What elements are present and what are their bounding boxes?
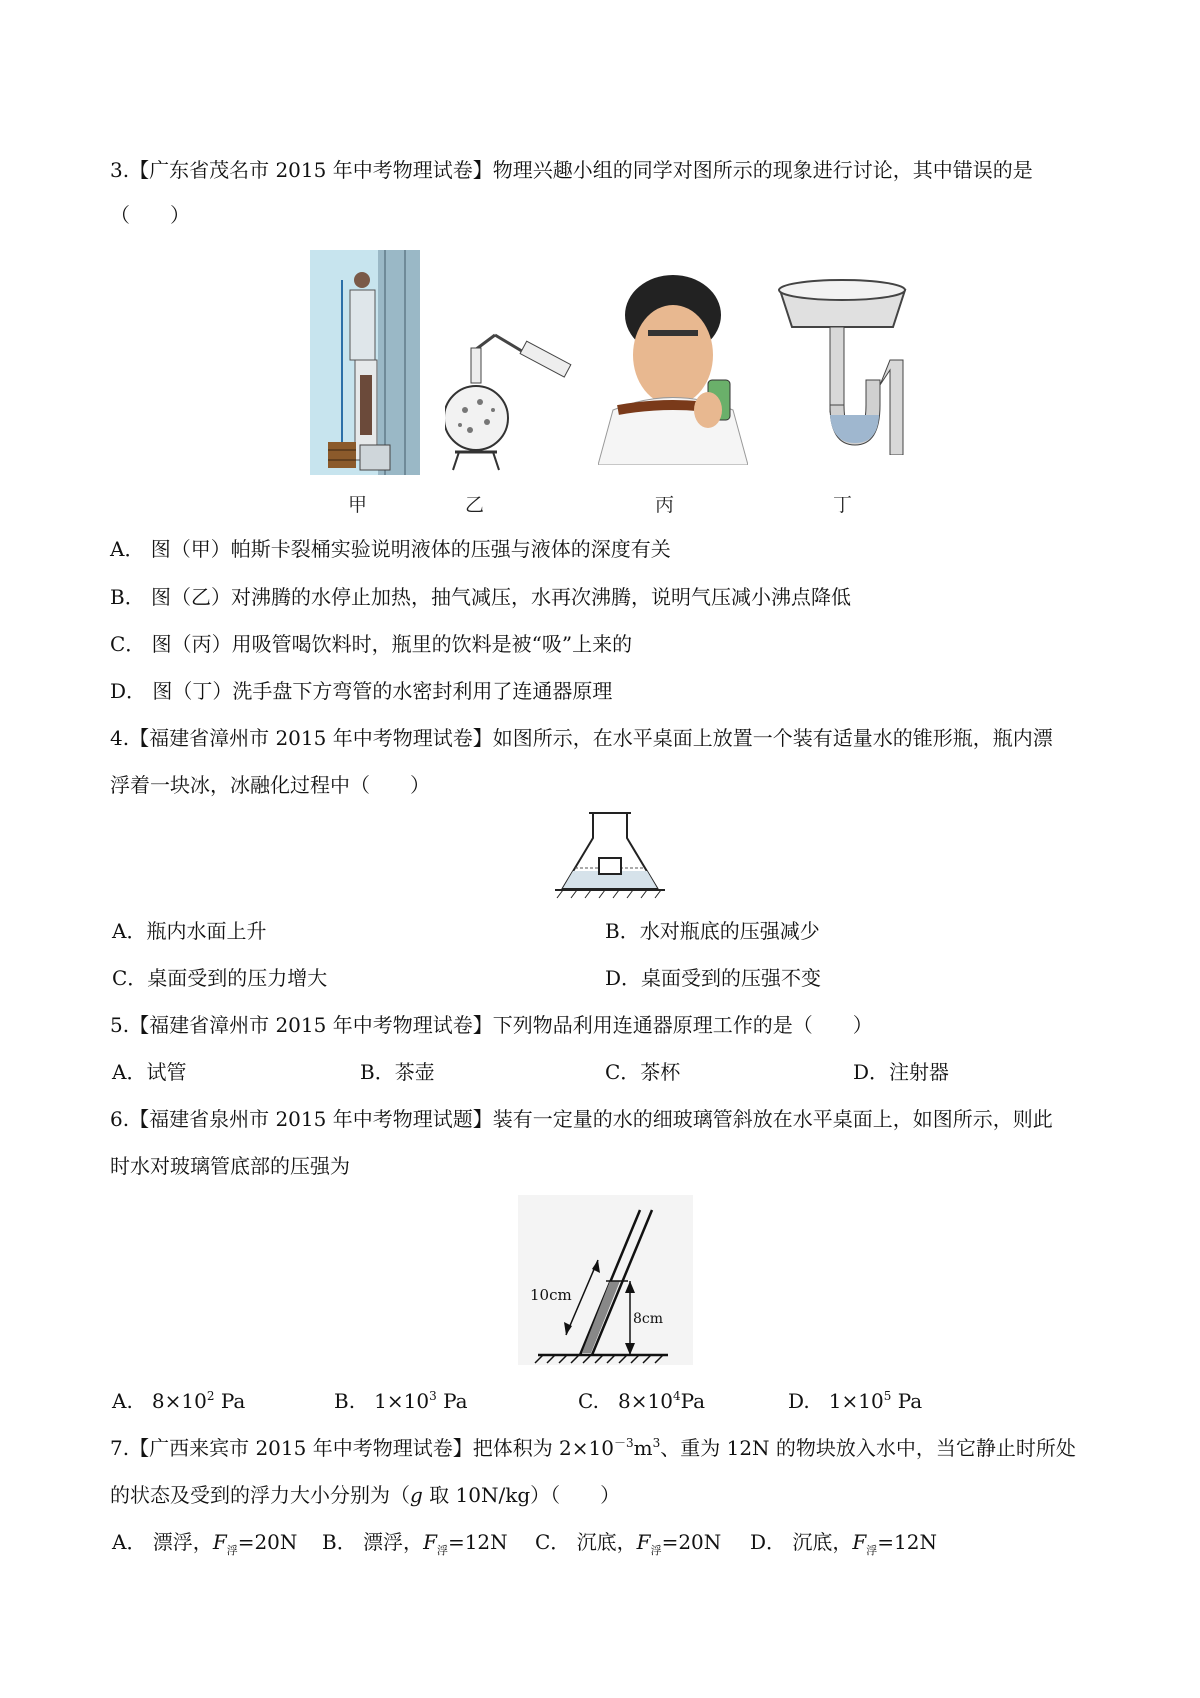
q7-line2-a: 的状态及受到的浮力大小分别为（ <box>110 1483 410 1507</box>
figure-bing-boy-with-straw <box>598 260 748 465</box>
q5-option-d: D．注射器 <box>853 1060 950 1084</box>
q7-option-d-pre: D． 沉底， <box>750 1530 853 1554</box>
q4-title-line1: 4.【福建省漳州市 2015 年中考物理试卷】如图所示，在水平桌面上放置一个装有适量水的锥形瓶，瓶内漂 <box>110 726 1053 750</box>
caption-jia: 甲 <box>348 494 368 516</box>
figure-label-height: 8cm <box>633 1311 664 1327</box>
q7-option-d <box>750 1529 937 1564</box>
figure-jia-pascal-barrel <box>310 250 420 475</box>
q7-option-d-f: F <box>852 1530 867 1554</box>
q7-option-a <box>112 1529 297 1564</box>
q7-exp1: －3 <box>613 1436 634 1450</box>
figure-label-length: 10cm <box>530 1286 572 1304</box>
q6-option-b-unit: Pa <box>443 1389 468 1413</box>
q4-option-d: D．桌面受到的压强不变 <box>605 966 822 990</box>
q6-option-b-exp: 3 <box>429 1389 437 1403</box>
caption-bing: 丙 <box>655 494 675 516</box>
q6-option-a-unit: Pa <box>220 1389 246 1413</box>
figure-yi-boiling-flask <box>445 330 580 475</box>
q6-option-a <box>112 1388 245 1414</box>
q5-title: 5.【福建省漳州市 2015 年中考物理试卷】下列物品利用连通器原理工作的是（ ） <box>110 1013 873 1037</box>
q3-option-b: B． 图（乙）对沸腾的水停止加热，抽气减压，水再次沸腾，说明气压减小沸点降低 <box>110 585 852 609</box>
q7-title-c: 、重为 12N 的物块放入水中，当它静止时所处 <box>660 1436 1076 1460</box>
q4-title-line2: 浮着一块冰，冰融化过程中（ ） <box>110 773 430 797</box>
q6-option-d-exp: 5 <box>883 1389 892 1403</box>
figure-ding-sink-trap <box>775 265 910 455</box>
q7-option-a-sub: 浮 <box>226 1544 238 1557</box>
q7-option-b-pre: B． 漂浮， <box>322 1530 424 1554</box>
q7-exp2: 3 <box>652 1436 661 1450</box>
q6-option-b <box>334 1388 468 1414</box>
q3-option-a: A． 图（甲）帕斯卡裂桶实验说明液体的压强与液体的深度有关 <box>110 537 671 561</box>
q7-option-b <box>322 1529 508 1564</box>
q6-option-c-letter: C. <box>578 1389 599 1413</box>
q7-option-d-val: =12N <box>877 1530 938 1554</box>
figure-inclined-tube <box>518 1195 693 1365</box>
q7-option-a-f: F <box>212 1530 227 1554</box>
q4-option-a: A．瓶内水面上升 <box>112 919 267 943</box>
q6-option-d-unit: Pa <box>897 1389 923 1413</box>
q3-option-c: C． 图（丙）用吸管喝饮料时，瓶里的饮料是被“吸”上来的 <box>110 632 633 656</box>
q5-option-b: B．茶壶 <box>360 1060 435 1084</box>
q6-option-d-base: 1×10 <box>828 1389 884 1413</box>
q3-option-d: D． 图（丁）洗手盘下方弯管的水密封利用了连通器原理 <box>110 679 613 703</box>
q5-option-c: C．茶杯 <box>605 1060 681 1084</box>
q6-option-c-exp: 4 <box>672 1389 681 1403</box>
q7-option-c <box>535 1529 721 1564</box>
q6-option-c-base: 8×10 <box>618 1389 673 1413</box>
q7-title-line2 <box>110 1482 620 1508</box>
caption-ding: 丁 <box>833 494 853 516</box>
q7-option-a-val: =20N <box>237 1530 298 1554</box>
q7-option-c-f: F <box>636 1530 651 1554</box>
q7-option-b-val: =12N <box>447 1530 508 1554</box>
q6-option-b-base: 1×10 <box>374 1389 430 1413</box>
q6-option-c <box>578 1388 705 1414</box>
q7-option-a-pre: A． 漂浮， <box>112 1530 213 1554</box>
q4-option-b: B．水对瓶底的压强减少 <box>605 919 820 943</box>
q6-option-a-base: 8×10 <box>151 1389 207 1413</box>
q6-option-b-letter: B. <box>334 1389 356 1413</box>
q6-option-d-letter: D. <box>788 1389 810 1413</box>
q5-option-a: A．试管 <box>112 1060 187 1084</box>
q7-line2-b: 取 10N/kg）（ ） <box>422 1483 621 1507</box>
q7-option-c-sub: 浮 <box>650 1544 662 1557</box>
q6-title-line2: 时水对玻璃管底部的压强为 <box>110 1154 350 1178</box>
q7-title-line1 <box>110 1435 1076 1461</box>
q7-option-c-pre: C． 沉底， <box>535 1530 637 1554</box>
q4-option-c: C．桌面受到的压力增大 <box>112 966 328 990</box>
q7-option-b-f: F <box>423 1530 437 1554</box>
caption-yi: 乙 <box>465 494 485 516</box>
q3-title: 3.【广东省茂名市 2015 年中考物理试卷】物理兴趣小组的同学对图所示的现象进行讨论，其中错误的是 <box>110 158 1033 182</box>
q7-option-b-sub: 浮 <box>436 1544 448 1557</box>
q7-title-b: m <box>633 1436 653 1460</box>
q3-paren: （ ） <box>110 203 190 227</box>
q6-option-c-unit: Pa <box>680 1389 706 1413</box>
figure-conical-flask-ice <box>555 808 665 900</box>
q7-option-d-sub: 浮 <box>866 1544 878 1557</box>
q6-option-a-letter: A. <box>112 1389 133 1413</box>
q7-line2-g: g <box>410 1483 423 1507</box>
q7-title-a: 7.【广西来宾市 2015 年中考物理试卷】把体积为 2×10 <box>110 1436 614 1460</box>
q6-option-a-exp: 2 <box>206 1389 215 1403</box>
q6-option-d <box>788 1388 922 1414</box>
q6-title-line1: 6.【福建省泉州市 2015 年中考物理试题】装有一定量的水的细玻璃管斜放在水平桌面上，如图所示，则此 <box>110 1107 1053 1131</box>
q7-option-c-val: =20N <box>661 1530 722 1554</box>
